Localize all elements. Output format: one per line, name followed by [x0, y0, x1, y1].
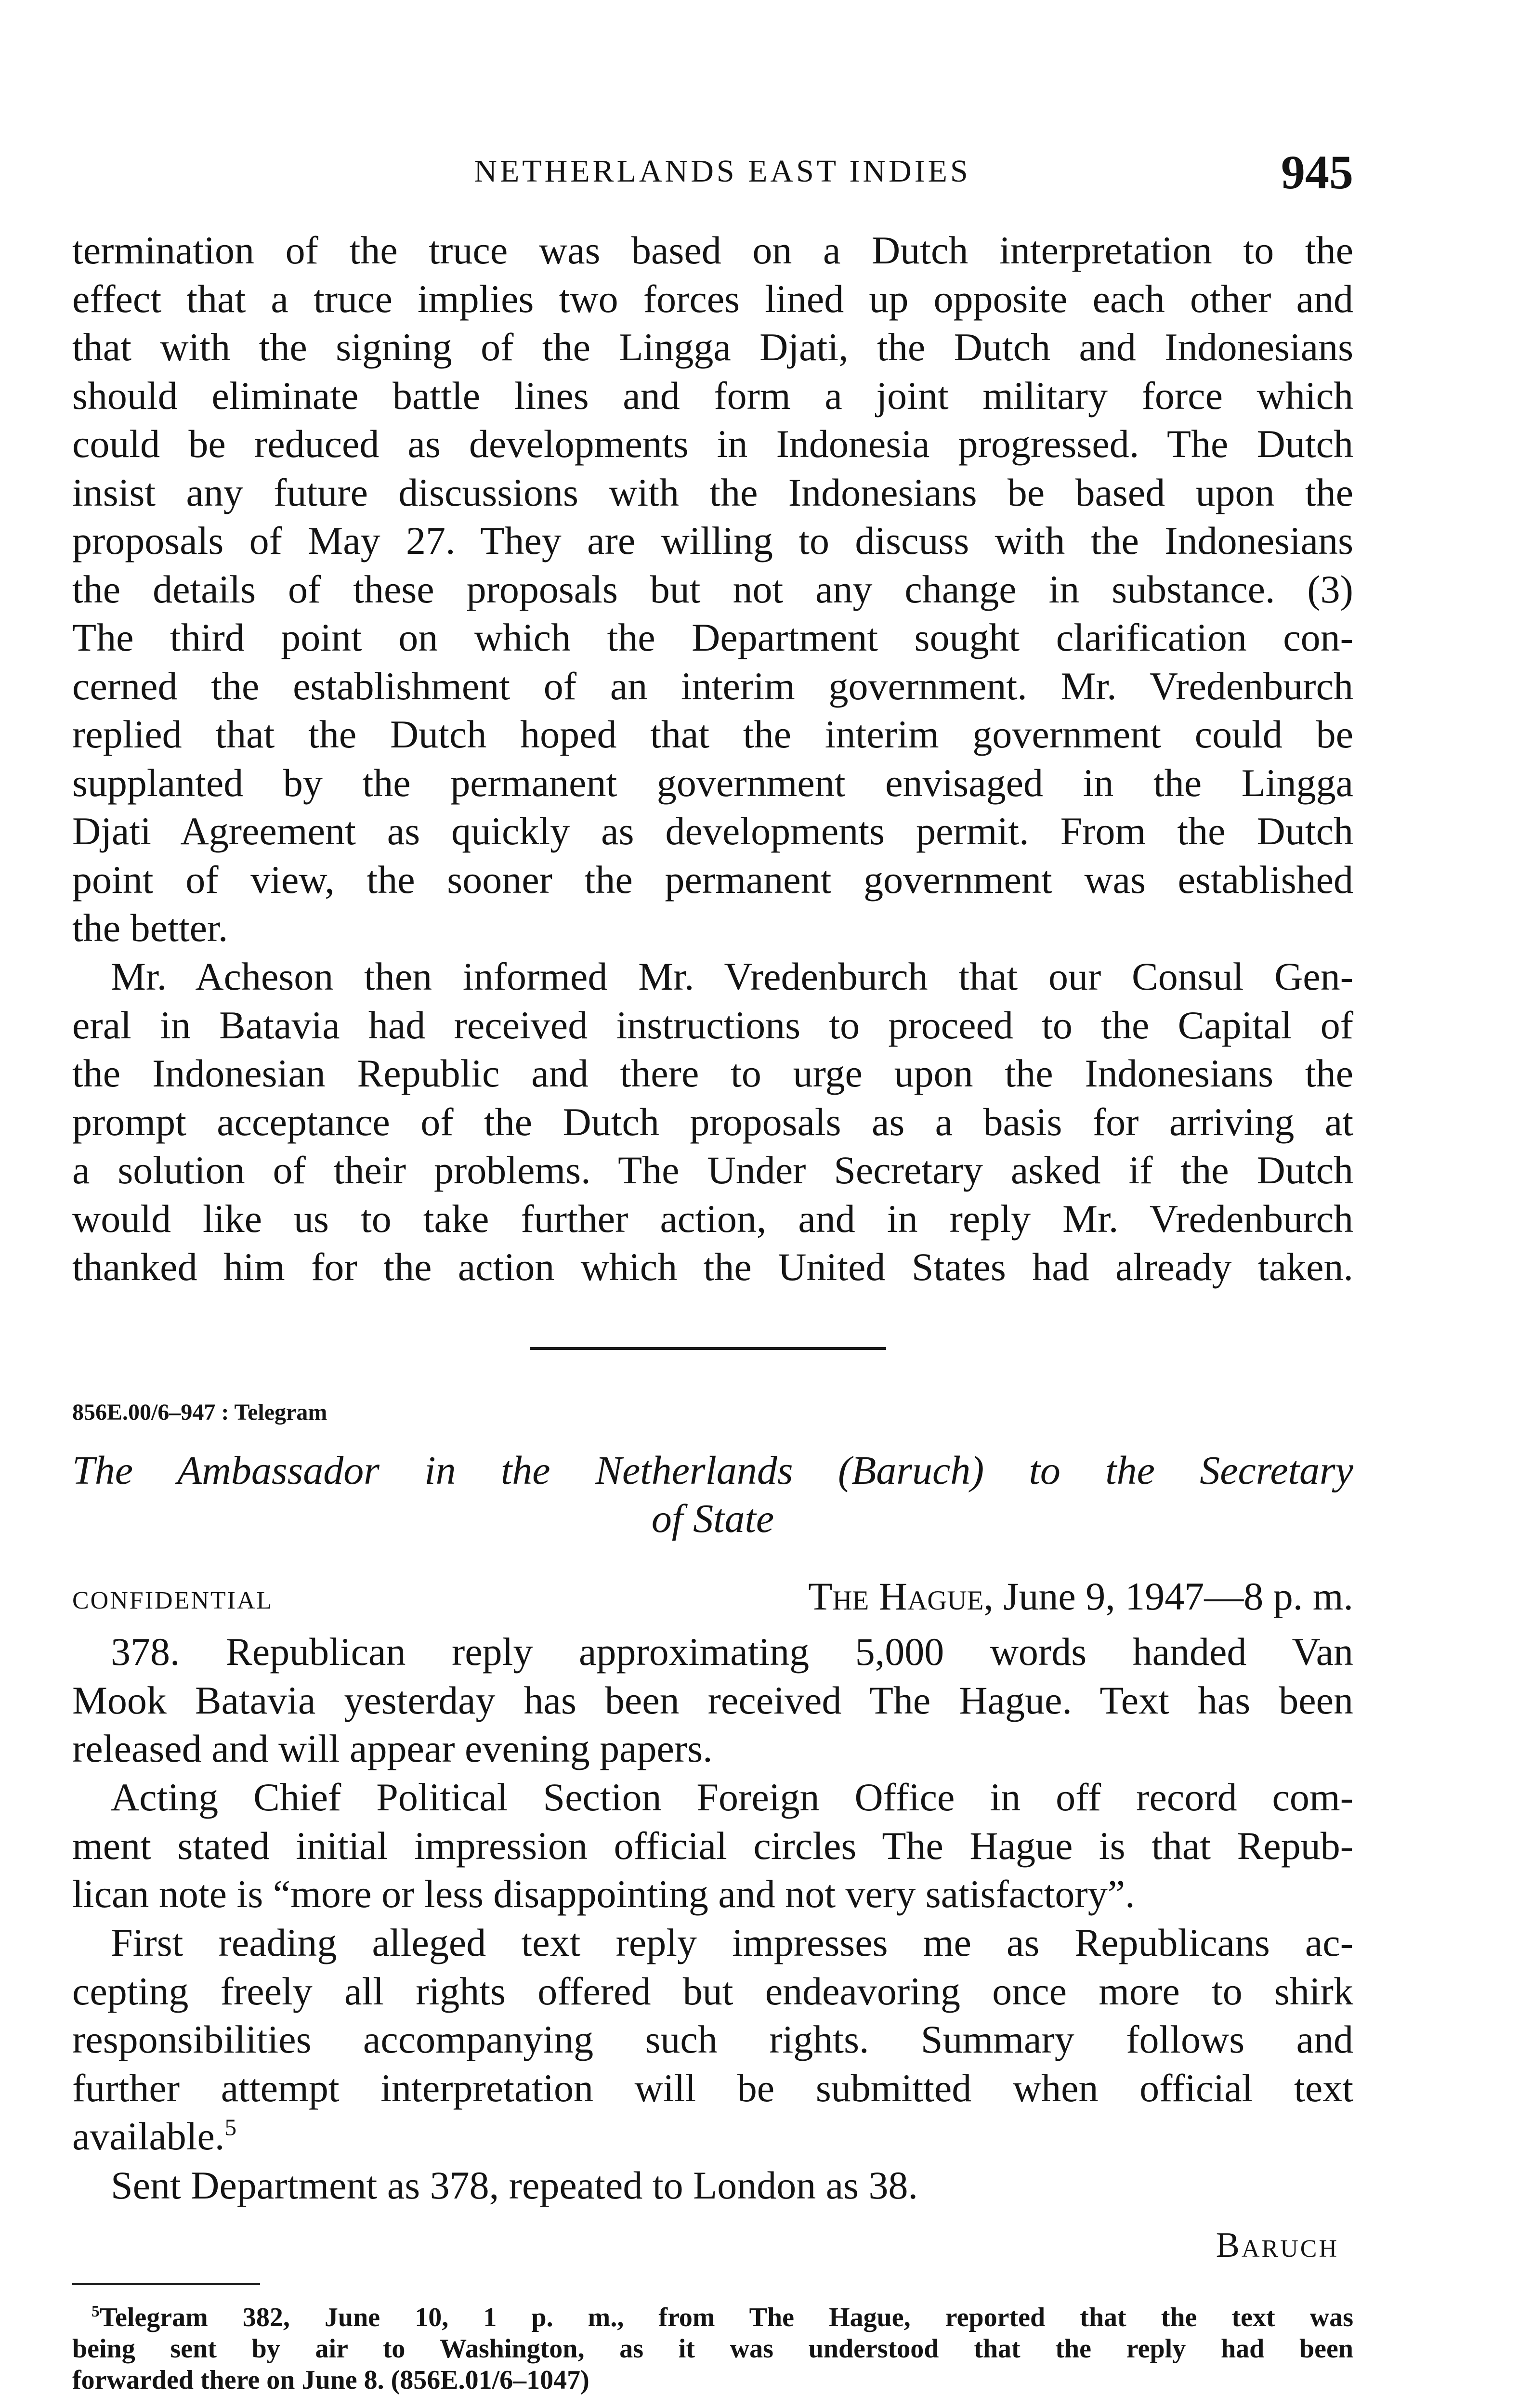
footnote-reference[interactable]: 5	[224, 2114, 237, 2141]
running-title: NETHERLANDS EAST INDIES	[474, 154, 971, 189]
text-line: released and will appear evening papers.	[72, 1727, 713, 1770]
document-heading	[72, 1447, 1353, 1543]
telegram-paragraph-3	[72, 1919, 1353, 2161]
text-line: could be reduced as developments in Indonesia progressed. The Dutch	[72, 422, 1353, 466]
footnote	[72, 2302, 1353, 2396]
text-line: termination of the truce was based on a Dutch interpretation to the	[72, 228, 1353, 272]
page-number: 945	[1281, 145, 1353, 199]
text-line: Acting Chief Political Section Foreign Office in off record com-	[111, 1775, 1353, 1819]
text-line: First reading alleged text reply impresses me as Republicans ac-	[111, 1921, 1353, 1964]
text-line: responsibilities accompanying such rights. Summary follows and	[72, 2017, 1353, 2061]
text-line: that with the signing of the Lingga Djati, the Dutch and Indonesians	[72, 325, 1353, 369]
classification: CONFIDENTIAL	[72, 1587, 274, 1614]
text-line: supplanted by the permanent government envisaged in the Lingga	[72, 760, 1353, 805]
dateline	[808, 1574, 1353, 1619]
text-line: cepting freely all rights offered but endeavoring once more to shirk	[72, 1969, 1353, 2013]
footnote-line	[72, 2302, 1353, 2333]
text-line: replied that the Dutch hoped that the interim government could be	[72, 712, 1353, 756]
text-segment: Telegram 382, June 10, 1 p. m., from The Hague, reported that the text was	[99, 2303, 1353, 2332]
text-line: prompt acceptance of the Dutch proposals as a basis for arriving at	[72, 1099, 1353, 1144]
footnote-line: forwarded there on June 8. (856E.01/6–1047)	[72, 2365, 589, 2395]
telegram-paragraph-1	[72, 1628, 1353, 1773]
text-segment: available.	[72, 2114, 225, 2158]
acheson-paragraph	[72, 953, 1353, 1292]
text-line: effect that a truce implies two forces lined up opposite each other and	[72, 276, 1353, 321]
text-line: the details of these proposals but not any change in substance. (3)	[72, 567, 1353, 611]
text-line: proposals of May 27. They are willing to discuss with the Indonesians	[72, 519, 1353, 563]
text-line: the Indonesian Republic and there to urge upon the Indonesians the	[72, 1051, 1353, 1095]
telegram-paragraph-2	[72, 1773, 1353, 1919]
file-number: 856E.00/6–947 : Telegram	[72, 1400, 327, 1425]
footnote-divider	[72, 2283, 260, 2285]
heading-line: of State	[651, 1496, 774, 1541]
text-line: should eliminate battle lines and form a joint military force which	[72, 373, 1353, 418]
text-line: cerned the establishment of an interim government. Mr. Vredenburch	[72, 664, 1353, 708]
text-line: Sent Department as 378, repeated to London as 38.	[111, 2163, 918, 2207]
signature: Baruch	[1216, 2225, 1339, 2265]
text-line: The third point on which the Department sought clarification con-	[72, 615, 1353, 659]
text-line: 378. Republican reply approximating 5,000 words handed Van	[111, 1630, 1353, 1674]
text-line: eral in Batavia had received instructions to proceed to the Capital of	[72, 1003, 1353, 1047]
text-line: lican note is “more or less disappointing and not very satisfactory”.	[72, 1872, 1135, 1916]
telegram-paragraph-4	[72, 2161, 1353, 2210]
text-line: thanked him for the action which the United States had already taken.	[72, 1245, 1353, 1289]
running-head	[72, 144, 1353, 197]
text-line: the better.	[72, 906, 228, 950]
dateline-date: June 9, 1947—8 p. m.	[993, 1574, 1353, 1618]
text-line: Mr. Acheson then informed Mr. Vredenburch that our Consul Gen-	[111, 955, 1353, 998]
footnote-marker: 5	[92, 2302, 100, 2320]
text-line: ment stated initial impression official circles The Hague is that Repub-	[72, 1823, 1353, 1868]
heading-line: The Ambassador in the Netherlands (Baruch) to the Secretary	[72, 1448, 1353, 1493]
text-line: Mook Batavia yesterday has been received The Hague. Text has been	[72, 1678, 1353, 1722]
dateline-place: The Hague,	[808, 1574, 994, 1618]
text-line: point of view, the sooner the permanent government was established	[72, 857, 1353, 902]
text-line: a solution of their problems. The Under Secretary asked if the Dutch	[72, 1148, 1353, 1192]
section-divider	[530, 1347, 886, 1350]
text-line: Djati Agreement as quickly as developments permit. From the Dutch	[72, 809, 1353, 853]
text-line: further attempt interpretation will be submitted when official text	[72, 2066, 1353, 2110]
text-line: would like us to take further action, and in reply Mr. Vredenburch	[72, 1196, 1353, 1241]
text-line: insist any future discussions with the Indonesians be based upon the	[72, 470, 1353, 514]
continuation-paragraph	[72, 226, 1353, 953]
text-line	[72, 2112, 1353, 2161]
footnote-line: being sent by air to Washington, as it was understood that the reply had been	[72, 2334, 1353, 2364]
